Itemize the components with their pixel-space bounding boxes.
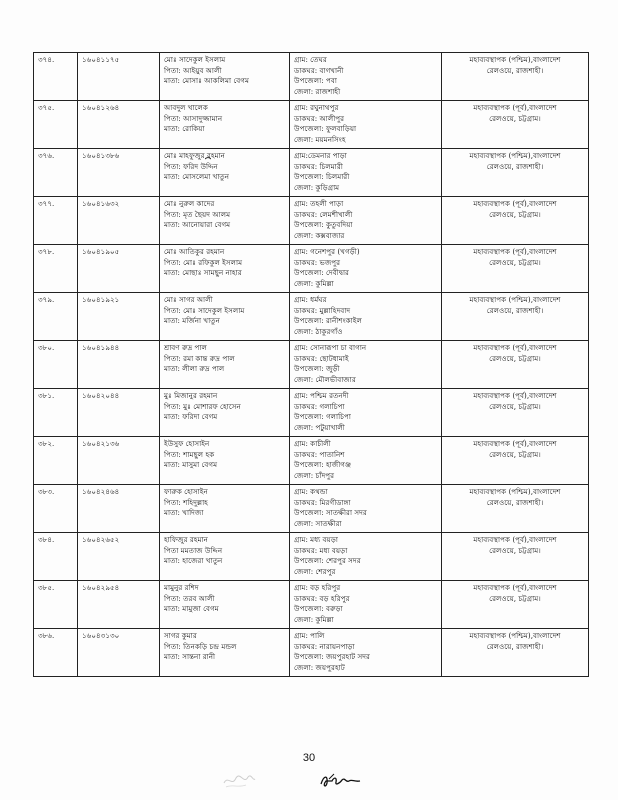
address-upazila: উপজেলা: বরুড়া bbox=[294, 604, 343, 614]
office-title: মহাব্যবস্থাপক (পশ্চিম),বাংলাদেশ bbox=[469, 295, 561, 304]
roll-number: ১৬০৪৩১৩০ bbox=[82, 631, 120, 640]
address-post-office: ডাকঘর: বাগখানী bbox=[294, 65, 344, 75]
roll-cell bbox=[78, 245, 160, 293]
address-upazila: উপজেলা: শেরপুর সদর bbox=[294, 556, 361, 566]
address-cell bbox=[290, 437, 442, 485]
address-post-office: ডাকঘর: বড় হরিপুর bbox=[294, 593, 350, 603]
address-post-office: ডাকঘর: আলীপুর bbox=[294, 113, 345, 123]
father-name: পিতা: মোঃ রফিকুল ইসলাম bbox=[164, 257, 243, 267]
candidate-name: সাগর কুমার bbox=[164, 631, 197, 640]
address-district: জেলা: রাজশাহী bbox=[294, 86, 341, 96]
address-post-office: ডাকঘর: পাতানিশ bbox=[294, 449, 345, 459]
name-cell bbox=[160, 485, 290, 533]
mother-name: মাতা: মোসাঃ আকলিমা বেগম bbox=[164, 76, 250, 86]
candidate-name: মুঃ মিজানুর রহমান bbox=[164, 391, 218, 400]
serial-cell bbox=[34, 293, 78, 341]
office-title: মহাব্যবস্থাপক (পূর্ব),বাংলাদেশ bbox=[473, 247, 557, 256]
serial-number: ৩৮৬. bbox=[38, 631, 55, 640]
office-location: রেলওয়ে, চট্টগ্রাম। bbox=[489, 257, 541, 267]
address-upazila: উপজেলা: ফুলবাড়িয়া bbox=[294, 124, 357, 134]
office-location: রেলওয়ে, রাজশাহী। bbox=[486, 641, 544, 651]
office-title: মহাব্যবস্থাপক (পূর্ব),বাংলাদেশ bbox=[473, 535, 557, 544]
address-village: গ্রাম: রঘুনাথপুর bbox=[294, 103, 339, 112]
serial-number: ৩৭৮. bbox=[38, 247, 55, 256]
address-cell bbox=[290, 197, 442, 245]
address-district: জেলা: পটুয়াখালী bbox=[294, 422, 345, 432]
name-cell bbox=[160, 53, 290, 101]
address-upazila: উপজেলা: গলাচিপা bbox=[294, 412, 351, 422]
serial-number: ৩৮১. bbox=[38, 391, 55, 400]
name-cell bbox=[160, 533, 290, 581]
office-cell bbox=[442, 533, 589, 581]
office-title: মহাব্যবস্থাপক (পূর্ব),বাংলাদেশ bbox=[473, 391, 557, 400]
candidate-name: মোঃ সাদেকুল ইসলাম bbox=[164, 55, 226, 64]
address-village: গ্রাম: ধর্মঘর bbox=[294, 295, 327, 304]
father-name: পিতা: মুঃ মোশারফ হোসেন bbox=[164, 401, 241, 411]
office-location: রেলওয়ে, চট্টগ্রাম। bbox=[489, 401, 541, 411]
candidate-name: হাফিজুর রহমান bbox=[164, 535, 208, 544]
office-cell bbox=[442, 53, 589, 101]
office-cell bbox=[442, 293, 589, 341]
roll-number: ১৬০৪১৬৩২ bbox=[82, 199, 120, 208]
table-row bbox=[34, 149, 589, 197]
address-district: জেলা: চাঁদপুর bbox=[294, 470, 335, 480]
roll-cell bbox=[78, 101, 160, 149]
address-cell bbox=[290, 149, 442, 197]
serial-number: ৩৭৬. bbox=[38, 151, 55, 160]
serial-number: ৩৭৪. bbox=[38, 55, 55, 64]
address-upazila: উপজেলা: হাজীগঞ্জ bbox=[294, 460, 352, 470]
address-upazila: উপজেলা: জুড়ী bbox=[294, 364, 340, 374]
serial-number: ৩৮৩. bbox=[38, 487, 55, 496]
office-cell bbox=[442, 485, 589, 533]
address-village: গ্রাম: মধ্য বয়ড়া bbox=[294, 535, 339, 544]
father-name: পিতা: তরব আলী bbox=[164, 593, 215, 603]
address-cell bbox=[290, 341, 442, 389]
serial-cell bbox=[34, 437, 78, 485]
address-cell bbox=[290, 485, 442, 533]
father-name: পিতা: তিনকড়ি চন্দ্র মন্ডল bbox=[164, 641, 237, 651]
address-village: গ্রাম: কথন্ডা bbox=[294, 487, 328, 496]
mother-name: মাতা: ফরিদা বেগম bbox=[164, 412, 218, 422]
father-name: পিতা মমতাজ উদ্দিন bbox=[164, 545, 223, 555]
office-title: মহাব্যবস্থাপক (পশ্চিম),বাংলাদেশ bbox=[469, 55, 561, 64]
office-location: রেলওয়ে, রাজশাহী। bbox=[486, 65, 544, 75]
roll-cell bbox=[78, 581, 160, 629]
office-cell bbox=[442, 389, 589, 437]
mother-name: মাতা: মামুজা বেগম bbox=[164, 604, 219, 614]
name-cell bbox=[160, 149, 290, 197]
roll-cell bbox=[78, 437, 160, 485]
mother-name: মাতা: মোছাঃ সামছুন নাহার bbox=[164, 268, 242, 278]
serial-number: ৩৮৫. bbox=[38, 583, 55, 592]
mother-name: মাতা: মোসলেমা খাতুন bbox=[164, 172, 230, 182]
table-row bbox=[34, 533, 589, 581]
serial-number: ৩৭৯. bbox=[38, 295, 55, 304]
roll-cell bbox=[78, 389, 160, 437]
serial-number: ৩৭৫. bbox=[38, 103, 55, 112]
office-cell bbox=[442, 629, 589, 677]
address-village: গ্রাম: পশ্চিম রতনদী bbox=[294, 391, 349, 400]
address-post-office: ডাকঘর: গলাচিপা bbox=[294, 401, 345, 411]
serial-number: ৩৮৪. bbox=[38, 535, 55, 544]
address-district: জেলা: ময়মনসিংহ bbox=[294, 134, 346, 144]
office-title: মহাব্যবস্থাপক (পূর্ব),বাংলাদেশ bbox=[473, 439, 557, 448]
candidate-name: শ্রাবণ রুদ্র পাল bbox=[164, 343, 207, 352]
name-cell bbox=[160, 389, 290, 437]
office-location: রেলওয়ে, চট্টগ্রাম। bbox=[489, 593, 541, 603]
address-post-office: ডাকঘর: মুল্লাহিদবাদ bbox=[294, 305, 351, 315]
name-cell bbox=[160, 245, 290, 293]
office-location: রেলওয়ে, চট্টগ্রাম। bbox=[489, 113, 541, 123]
ink-smudge-icon bbox=[222, 769, 256, 791]
roll-number: ১৬০৪২০৪৪ bbox=[82, 391, 120, 400]
name-cell bbox=[160, 341, 290, 389]
mother-name: মাতা: খাদিজা bbox=[164, 508, 204, 518]
mother-name: মাতা: মর্জিনা খাতুন bbox=[164, 316, 220, 326]
office-location: রেলওয়ে, চট্টগ্রাম। bbox=[489, 545, 541, 555]
father-name: পিতা: রমা কান্ত রুদ্র পাল bbox=[164, 353, 235, 363]
serial-cell bbox=[34, 101, 78, 149]
candidate-name: মোঃ মাহফুজুর রহমান bbox=[164, 151, 225, 160]
roll-number: ১৬০৪১৯৪৪ bbox=[82, 343, 120, 352]
address-district: জেলা: সাতক্ষীরা bbox=[294, 518, 342, 528]
name-cell bbox=[160, 101, 290, 149]
serial-cell bbox=[34, 533, 78, 581]
serial-cell bbox=[34, 245, 78, 293]
address-village: গ্রাম: পালি bbox=[294, 631, 325, 640]
serial-cell bbox=[34, 197, 78, 245]
roll-cell bbox=[78, 293, 160, 341]
address-district: জেলা: কুমিল্লা bbox=[294, 614, 334, 624]
candidate-name: মোঃ সাগর আলী bbox=[164, 295, 213, 304]
father-name: পিতা: শামছুল হক bbox=[164, 449, 215, 459]
office-cell bbox=[442, 197, 589, 245]
mother-name: মাতা: লীলা রুদ্র পাল bbox=[164, 364, 225, 374]
address-cell bbox=[290, 293, 442, 341]
address-post-office: ডাকঘর: চিলমারী bbox=[294, 161, 343, 171]
address-district: জেলা: শেরপুর bbox=[294, 566, 336, 576]
roll-number: ১৬০৪২৯৫৪ bbox=[82, 583, 120, 592]
roll-number: ১৬০৪১১৭৫ bbox=[82, 55, 120, 64]
address-district: জেলা: মৌলভীবাজার bbox=[294, 374, 356, 384]
roll-cell bbox=[78, 197, 160, 245]
name-cell bbox=[160, 581, 290, 629]
address-post-office: ডাকঘর: মিরগীডাঙ্গা bbox=[294, 497, 351, 507]
address-upazila: উপজেলা: রানীশংকাইল bbox=[294, 316, 362, 326]
office-title: মহাব্যবস্থাপক (পূর্ব),বাংলাদেশ bbox=[473, 199, 557, 208]
address-district: জেলা: ঠাকুরগাঁও bbox=[294, 326, 343, 336]
office-location: রেলওয়ে, চট্টগ্রাম। bbox=[489, 449, 541, 459]
address-post-office: ডাকঘর: ছোটধামাই bbox=[294, 353, 349, 363]
address-cell bbox=[290, 629, 442, 677]
candidate-name: মামুনুর রশিদ bbox=[164, 583, 199, 592]
address-cell bbox=[290, 581, 442, 629]
father-name: পিতা: শহিদুল্লাহ bbox=[164, 497, 208, 507]
address-village: গ্রাম: কাচীলী bbox=[294, 439, 331, 448]
address-cell bbox=[290, 533, 442, 581]
address-upazila: উপজেলা: কুতুবদিয়া bbox=[294, 220, 353, 230]
roll-number: ১৬০৪১২৬৪ bbox=[82, 103, 120, 112]
mother-name: মাতা: মাসুমা বেগম bbox=[164, 460, 218, 470]
handwritten-signature-icon bbox=[318, 771, 364, 791]
candidate-name: মোঃ নুরুল কাদের bbox=[164, 199, 215, 208]
serial-cell bbox=[34, 581, 78, 629]
table-row bbox=[34, 101, 589, 149]
roll-number: ১৬০৪১৯০৫ bbox=[82, 247, 120, 256]
office-title: মহাব্যবস্থাপক (পূর্ব),বাংলাদেশ bbox=[473, 343, 557, 352]
address-upazila: উপজেলা: সাতক্ষীরা সদর bbox=[294, 508, 367, 518]
table-row bbox=[34, 629, 589, 677]
table-row bbox=[34, 245, 589, 293]
address-upazila: উপজেলা: পবা bbox=[294, 76, 337, 86]
address-village: গ্রাম:ডেমনার পাড়া bbox=[294, 151, 347, 160]
table-row bbox=[34, 485, 589, 533]
office-location: রেলওয়ে, চট্টগ্রাম। bbox=[489, 353, 541, 363]
address-cell bbox=[290, 53, 442, 101]
roll-cell bbox=[78, 629, 160, 677]
candidate-name: আবদুল খালেক bbox=[164, 103, 208, 112]
father-name: পিতা: আসাদুজ্জামান bbox=[164, 113, 223, 123]
father-name: পিতা: মোঃ সাদেকুল ইসলাম bbox=[164, 305, 245, 315]
roll-number: ১৬০৪১৯২১ bbox=[82, 295, 120, 304]
stray-mark-icon bbox=[205, 156, 211, 160]
serial-cell bbox=[34, 53, 78, 101]
table-row bbox=[34, 341, 589, 389]
address-district: জেলা: কক্সবাজার bbox=[294, 230, 345, 240]
father-name: পিতা: মৃত ছৈয়দ আলম bbox=[164, 209, 231, 219]
office-cell bbox=[442, 101, 589, 149]
mother-name: মাতা: রোকিয়া bbox=[164, 124, 205, 134]
roll-number: ১৬০৪২৪৬৪ bbox=[82, 487, 120, 496]
address-district: জেলা: কুড়িগ্রাম bbox=[294, 182, 340, 192]
office-cell bbox=[442, 581, 589, 629]
table-row bbox=[34, 293, 589, 341]
address-post-office: ডাকঘর: ভজপুর bbox=[294, 257, 341, 267]
roll-cell bbox=[78, 533, 160, 581]
father-name: পিতা: আইয়ুব আলী bbox=[164, 65, 222, 75]
address-post-office: ডাকঘর: নারায়নপাড়া bbox=[294, 641, 355, 651]
office-location: রেলওয়ে, রাজশাহী। bbox=[486, 161, 544, 171]
address-cell bbox=[290, 245, 442, 293]
table-row bbox=[34, 197, 589, 245]
serial-number: ৩৮২. bbox=[38, 439, 55, 448]
office-title: মহাব্যবস্থাপক (পশ্চিম),বাংলাদেশ bbox=[469, 151, 561, 160]
serial-cell bbox=[34, 149, 78, 197]
address-village: গ্রাম: সোনারূপা চা বাগান bbox=[294, 343, 367, 352]
candidate-name: ফারুক হোসাইন bbox=[164, 487, 208, 496]
address-post-office: ডাকঘর: মধ্য বয়ড়া bbox=[294, 545, 348, 555]
name-cell bbox=[160, 197, 290, 245]
serial-number: ৩৭৭. bbox=[38, 199, 55, 208]
mother-name: মাতা: আনোয়ারা বেগম bbox=[164, 220, 231, 230]
roll-number: ১৬০৪১৩৮৬ bbox=[82, 151, 120, 160]
address-village: গ্রাম: গনেশপুর (খগড়ী) bbox=[294, 247, 360, 256]
roll-cell bbox=[78, 149, 160, 197]
page-number: 30 bbox=[302, 752, 316, 764]
office-location: রেলওয়ে, রাজশাহী। bbox=[486, 497, 544, 507]
roll-cell bbox=[78, 53, 160, 101]
name-cell bbox=[160, 629, 290, 677]
address-district: জেলা: কুমিল্লা bbox=[294, 278, 334, 288]
office-title: মহাব্যবস্থাপক (পূর্ব),বাংলাদেশ bbox=[473, 103, 557, 112]
candidate-name: মোঃ আতিকুর রহমান bbox=[164, 247, 225, 256]
address-village: গ্রাম: তেঘর bbox=[294, 55, 327, 64]
office-cell bbox=[442, 245, 589, 293]
office-title: মহাব্যবস্থাপক (পূর্ব),বাংলাদেশ bbox=[473, 583, 557, 592]
candidate-table-body bbox=[34, 53, 589, 677]
serial-number: ৩৮০. bbox=[38, 343, 55, 352]
mother-name: মাতা: সান্তনা রানী bbox=[164, 652, 216, 662]
serial-cell bbox=[34, 389, 78, 437]
serial-cell bbox=[34, 341, 78, 389]
candidate-name: ইউসুফ হোসাইন bbox=[164, 439, 210, 448]
roll-number: ১৬০৪২৬৫২ bbox=[82, 535, 120, 544]
mother-name: মাতা: হাজেরা খাতুন bbox=[164, 556, 223, 566]
office-location: রেলওয়ে, চট্টগ্রাম। bbox=[489, 209, 541, 219]
address-village: গ্রাম: তহলী পাড়া bbox=[294, 199, 344, 208]
name-cell bbox=[160, 437, 290, 485]
candidate-table bbox=[33, 52, 589, 677]
address-post-office: ডাকঘর: লেমশীখালী bbox=[294, 209, 353, 219]
serial-cell bbox=[34, 629, 78, 677]
office-cell bbox=[442, 437, 589, 485]
name-cell bbox=[160, 293, 290, 341]
roll-number: ১৬০৪২১৩৬ bbox=[82, 439, 120, 448]
roll-cell bbox=[78, 341, 160, 389]
address-upazila: উপজেলা: জয়পুরহাট সদর bbox=[294, 652, 370, 662]
table-row bbox=[34, 389, 589, 437]
address-upazila: উপজেলা: দেবীদ্বার bbox=[294, 268, 349, 278]
office-cell bbox=[442, 341, 589, 389]
address-village: গ্রাম: বড় হরিপুর bbox=[294, 583, 341, 592]
serial-cell bbox=[34, 485, 78, 533]
office-title: মহাব্যবস্থাপক (পশ্চিম),বাংলাদেশ bbox=[469, 631, 561, 640]
office-location: রেলওয়ে, রাজশাহী। bbox=[486, 305, 544, 315]
office-cell bbox=[442, 149, 589, 197]
address-cell bbox=[290, 389, 442, 437]
father-name: পিতা: ফরিদ উদ্দিন bbox=[164, 161, 218, 171]
table-row bbox=[34, 437, 589, 485]
table-row bbox=[34, 581, 589, 629]
address-cell bbox=[290, 101, 442, 149]
address-district: জেলা: জয়পুরহাট bbox=[294, 662, 345, 672]
address-upazila: উপজেলা: চিলমারী bbox=[294, 172, 350, 182]
office-title: মহাব্যবস্থাপক (পশ্চিম),বাংলাদেশ bbox=[469, 487, 561, 496]
roll-cell bbox=[78, 485, 160, 533]
table-row bbox=[34, 53, 589, 101]
